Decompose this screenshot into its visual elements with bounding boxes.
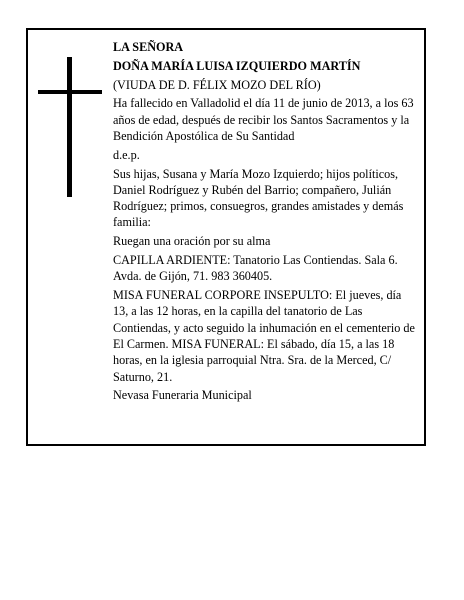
honorific: LA SEÑORA <box>113 40 184 54</box>
rip-text: d.e.p. <box>113 147 140 162</box>
deceased-name: DOÑA MARÍA LUISA IZQUIERDO MARTÍN <box>113 58 361 73</box>
chapel-info: CAPILLA ARDIENTE: Tanatorio Las Contiendas. Sala 6. Avda. de Gijón, 71. 983 360405. <box>113 253 398 284</box>
funeral-info: MISA FUNERAL CORPORE INSEPULTO: El jueves, día 13, a las 12 horas, en la capilla del tanatorio de Las Contiendas, y acto seguido la inhumación en el cementerio de El Carmen. MISA FUNERAL: El sábado, día 15, a las 18 horas, en la iglesia parroquial Ntra. Sra. de la Merced, C/ Saturno, 21. <box>113 288 415 384</box>
family-list: Sus hijas, Susana y María Mozo Izquierdo; hijos políticos, Daniel Rodríguez y Rubén del Barrio; compañero, Julián Rodríguez; primos, consuegros, grandes amistades y demás familia: <box>113 166 404 230</box>
cross-vertical-bar <box>67 57 72 197</box>
cross-horizontal-bar <box>38 90 102 94</box>
death-announcement: Ha fallecido en Valladolid el día 11 de junio de 2013, a los 63 años de edad, después de recibir los Santos Sacramentos y la Bendición Apostólica de Su Santidad <box>113 96 414 143</box>
widow-of: (VIUDA DE D. FÉLIX MOZO DEL RÍO) <box>113 77 321 92</box>
funeral-home: Nevasa Funeraria Municipal <box>113 388 252 403</box>
obituary-frame <box>26 28 426 446</box>
obituary-text <box>113 39 419 406</box>
prayer-request: Ruegan una oración por su alma <box>113 234 271 249</box>
